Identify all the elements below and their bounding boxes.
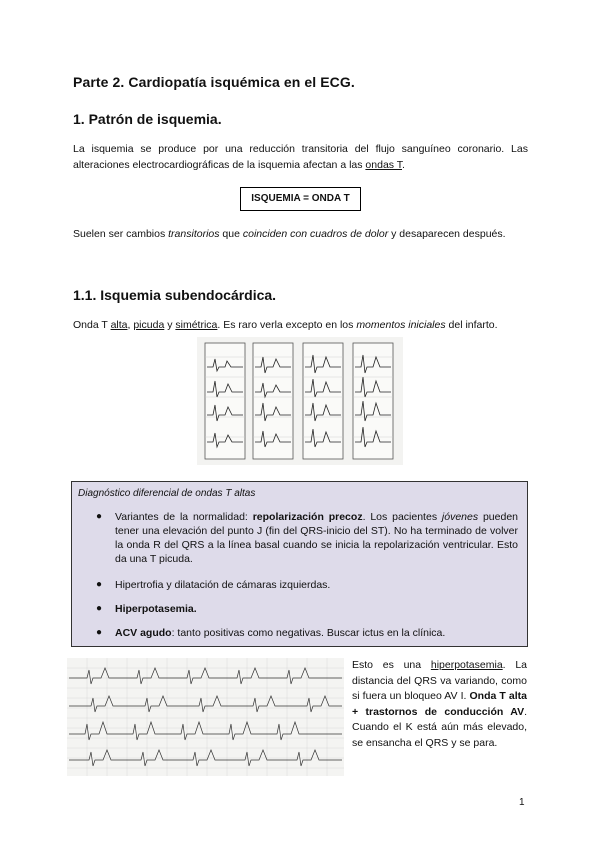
bold-term: Onda T alta + trastornos de conducción AV <box>352 690 527 718</box>
bold-term: ACV agudo <box>115 627 172 639</box>
list-item <box>72 510 524 566</box>
text: . Los pacientes <box>362 511 442 523</box>
text: Suelen ser cambios <box>73 228 169 240</box>
ecg-image-hyperkalemia <box>67 658 344 776</box>
text: . Es raro verla excepto en los <box>217 319 357 331</box>
text: Variantes de la normalidad: <box>115 511 253 523</box>
list-item <box>72 578 524 592</box>
underlined-term: picuda <box>133 319 165 331</box>
formula-box: ISQUEMIA = ONDA T <box>240 187 361 211</box>
bold-term: repolarización precoz <box>252 511 363 523</box>
text: , <box>127 319 134 331</box>
page-number: 1 <box>519 797 525 808</box>
bold-term: Hiperpotasemia. <box>115 603 197 615</box>
text: . Cuando el K está aún más elevado, se ensancha el QRS y se para. <box>352 705 527 749</box>
paragraph-hyperkalemia <box>352 658 527 752</box>
bullet-icon: ● <box>96 579 103 590</box>
differential-list <box>72 510 524 640</box>
text: que <box>219 228 243 240</box>
box-title: Diagnóstico diferencial de ondas T altas <box>78 488 256 499</box>
emphasis: jóvenes <box>441 511 479 523</box>
underlined-term: hiperpotasemia <box>430 659 503 671</box>
text: Onda T <box>73 319 111 331</box>
paragraph-ischemia-intro <box>73 142 528 173</box>
text: Esto es una <box>352 659 431 671</box>
list-item <box>72 602 524 616</box>
section-heading-ischemia: 1. Patrón de isquemia. <box>73 111 222 127</box>
emphasis: momentos iniciales <box>356 319 446 331</box>
ecg-image-subendocardial <box>197 337 403 465</box>
text: Hipertrofia y dilatación de cámaras izquierdas. <box>115 579 331 591</box>
text: . <box>402 158 405 171</box>
underlined-term: alta <box>110 319 128 331</box>
text: del infarto. <box>445 319 498 331</box>
text: y <box>164 319 176 331</box>
bullet-icon: ● <box>96 627 103 638</box>
bullet-icon: ● <box>96 511 103 522</box>
list-item <box>72 626 524 640</box>
text: y desaparecen después. <box>388 228 506 240</box>
differential-diagnosis-box <box>71 481 528 647</box>
text: La isquemia se produce por una reducción transitoria del flujo sanguíneo coronario. Las alteraciones electrocardiográficas de la isquemia afectan a las <box>73 143 528 171</box>
paragraph-t-wave <box>73 318 533 334</box>
emphasis: transitorios <box>168 228 220 240</box>
text: . La distancia del QRS va variando, como si fuera un bloqueo AV I. <box>352 659 527 703</box>
bullet-icon: ● <box>96 603 103 614</box>
section-heading-subendocardial: 1.1. Isquemia subendocárdica. <box>73 287 277 303</box>
underlined-term: simétrica <box>175 319 218 331</box>
text: pueden tener una elevación del punto J (fin del QRS-inicio del ST). No ha terminado de volver la onda R del QRS a la línea basal cuando se inicia la repolarización ventricular. Esto da una T picuda. <box>115 511 519 565</box>
page-title: Parte 2. Cardiopatía isquémica en el ECG. <box>73 74 355 90</box>
emphasis: coinciden con cuadros de dolor <box>242 228 389 240</box>
paragraph-transient-changes <box>73 227 528 243</box>
underlined-term: ondas T <box>365 158 403 171</box>
text: : tanto positivas como negativas. Buscar ictus en la clínica. <box>171 627 446 639</box>
